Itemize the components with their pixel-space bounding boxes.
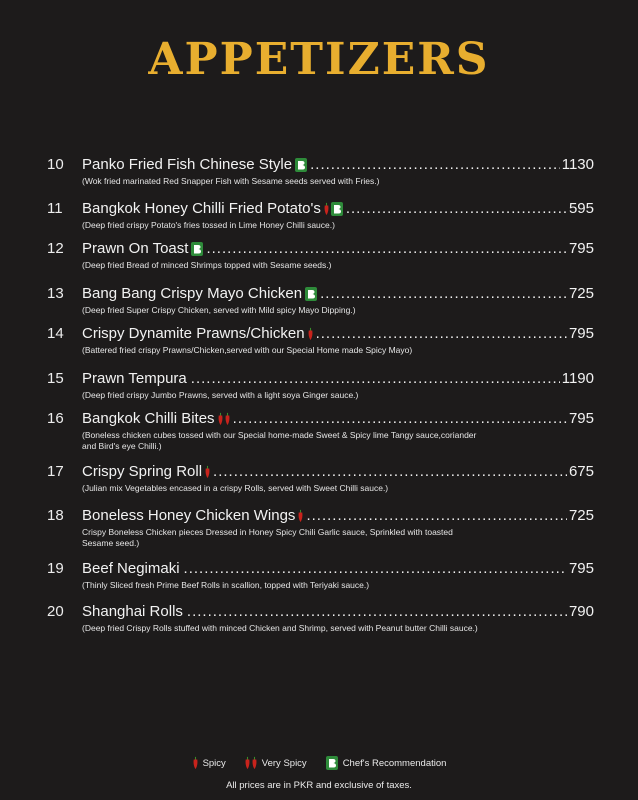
item-price: 595 (568, 200, 594, 217)
item-description: (Deep fried crispy Jumbo Prawns, served with a light soya Ginger sauce.) (82, 390, 359, 400)
legend-chef (325, 755, 447, 771)
item-price: 795 (568, 410, 594, 427)
item-number: 19 (47, 560, 64, 577)
footer-note: All prices are in PKR and exclusive of taxes. (226, 780, 412, 791)
item-number: 13 (47, 285, 64, 302)
item-description: Crispy Boneless Chicken pieces Dressed in Honey Spicy Chili Garlic sauce, Sprinkled with toasted Sesame seed.) (82, 527, 453, 548)
dot-leader (346, 200, 567, 218)
page-title: APPETIZERS (148, 34, 490, 85)
item-price: 725 (568, 285, 594, 302)
legend-chef-label: Chef's Recommendation (342, 757, 447, 769)
dot-leader (213, 463, 567, 481)
item-row (82, 285, 594, 303)
item-description: (Deep fried Crispy Rolls stuffed with minced Chicken and Shrimp, served with Peanut butter Chilli sauce.) (82, 623, 478, 633)
item-name: Bangkok Chilli Bites (82, 410, 215, 427)
item-name: Bangkok Honey Chilli Fried Potato's (82, 200, 321, 217)
item-row (82, 410, 594, 428)
item-icons (204, 463, 211, 481)
dot-leader (206, 240, 567, 258)
item-icons (294, 156, 308, 174)
chili-icon (192, 756, 199, 770)
dot-leader (191, 370, 560, 388)
dot-leader (316, 325, 567, 343)
item-row (82, 560, 594, 578)
item-number: 14 (47, 325, 64, 342)
legend-very-spicy (244, 756, 307, 770)
item-number: 16 (47, 410, 64, 427)
item-description: (Wok fried marinated Red Snapper Fish with Sesame seeds served with Fries.) (82, 176, 380, 186)
item-name: Bang Bang Crispy Mayo Chicken (82, 285, 303, 302)
item-number: 18 (47, 507, 64, 524)
chili-icon (323, 200, 330, 218)
item-description: (Julian mix Vegetables encased in a crispy Rolls, served with Sweet Chilli sauce.) (82, 483, 389, 493)
item-name: Crispy Spring Roll (82, 463, 203, 480)
item-name: Prawn Tempura (82, 370, 187, 387)
item-description: (Deep fried Super Crispy Chicken, served with Mild spicy Mayo Dipping.) (82, 305, 356, 315)
item-row (82, 240, 594, 258)
double-chili-icon (217, 410, 231, 428)
item-price: 795 (568, 325, 594, 342)
item-row (82, 370, 594, 388)
item-description: (Thinly Sliced fresh Prime Beef Rolls in scallion, topped with Teriyaki sauce.) (82, 580, 370, 590)
item-price: 725 (568, 507, 594, 524)
dot-leader (187, 603, 567, 621)
item-icons (190, 240, 204, 258)
item-icons (307, 325, 314, 343)
dot-leader (184, 560, 567, 578)
legend-very-spicy-label: Very Spicy (261, 757, 307, 769)
item-icons (217, 410, 231, 428)
item-name: Shanghai Rolls (82, 603, 183, 620)
item-description: (Battered fried crispy Prawns/Chicken,served with our Special Home made Spicy Mayo) (82, 345, 413, 355)
item-icons (304, 285, 318, 303)
item-row (82, 200, 594, 218)
chef-recommendation-icon (190, 240, 204, 258)
item-number: 17 (47, 463, 64, 480)
item-row (82, 463, 594, 481)
chef-recommendation-icon (294, 156, 308, 174)
item-price: 1130 (561, 156, 594, 173)
item-number: 15 (47, 370, 64, 387)
item-number: 12 (47, 240, 64, 257)
legend (0, 755, 638, 771)
chili-icon (204, 463, 211, 481)
item-price: 675 (568, 463, 594, 480)
item-price: 795 (568, 560, 594, 577)
item-price: 1190 (561, 370, 594, 387)
item-name: Panko Fried Fish Chinese Style (82, 156, 293, 173)
chili-icon (307, 325, 314, 343)
item-row (82, 325, 594, 343)
item-number: 11 (47, 200, 63, 217)
item-description: (Deep fried Bread of minced Shrimps topped with Sesame seeds.) (82, 260, 332, 270)
chef-recommendation-icon (304, 285, 318, 303)
item-price: 790 (568, 603, 594, 620)
dot-leader (233, 410, 567, 428)
legend-spicy (192, 756, 226, 770)
item-price: 795 (568, 240, 594, 257)
dot-leader (306, 507, 567, 525)
item-number: 20 (47, 603, 64, 620)
item-icons (297, 507, 304, 525)
chef-recommendation-icon (330, 200, 344, 218)
chef-recommendation-icon (325, 755, 339, 771)
item-number: 10 (47, 156, 64, 173)
item-icons (323, 200, 344, 218)
item-name: Beef Negimaki (82, 560, 180, 577)
item-name: Boneless Honey Chicken Wings (82, 507, 296, 524)
item-description: (Deep fried crispy Potato's fries tossed in Lime Honey Chilli sauce.) (82, 220, 335, 230)
item-row (82, 156, 594, 174)
double-chili-icon (244, 756, 258, 770)
item-description: (Boneless chicken cubes tossed with our Special home-made Sweet & Spicy lime Tangy sauce,coriander and Bird's eye Chilli.) (82, 430, 477, 451)
item-name: Prawn On Toast (82, 240, 189, 257)
item-name: Crispy Dynamite Prawns/Chicken (82, 325, 305, 342)
item-row (82, 603, 594, 621)
legend-spicy-label: Spicy (202, 757, 226, 769)
dot-leader (310, 156, 560, 174)
chili-icon (297, 507, 304, 525)
dot-leader (320, 285, 567, 303)
item-row (82, 507, 594, 525)
